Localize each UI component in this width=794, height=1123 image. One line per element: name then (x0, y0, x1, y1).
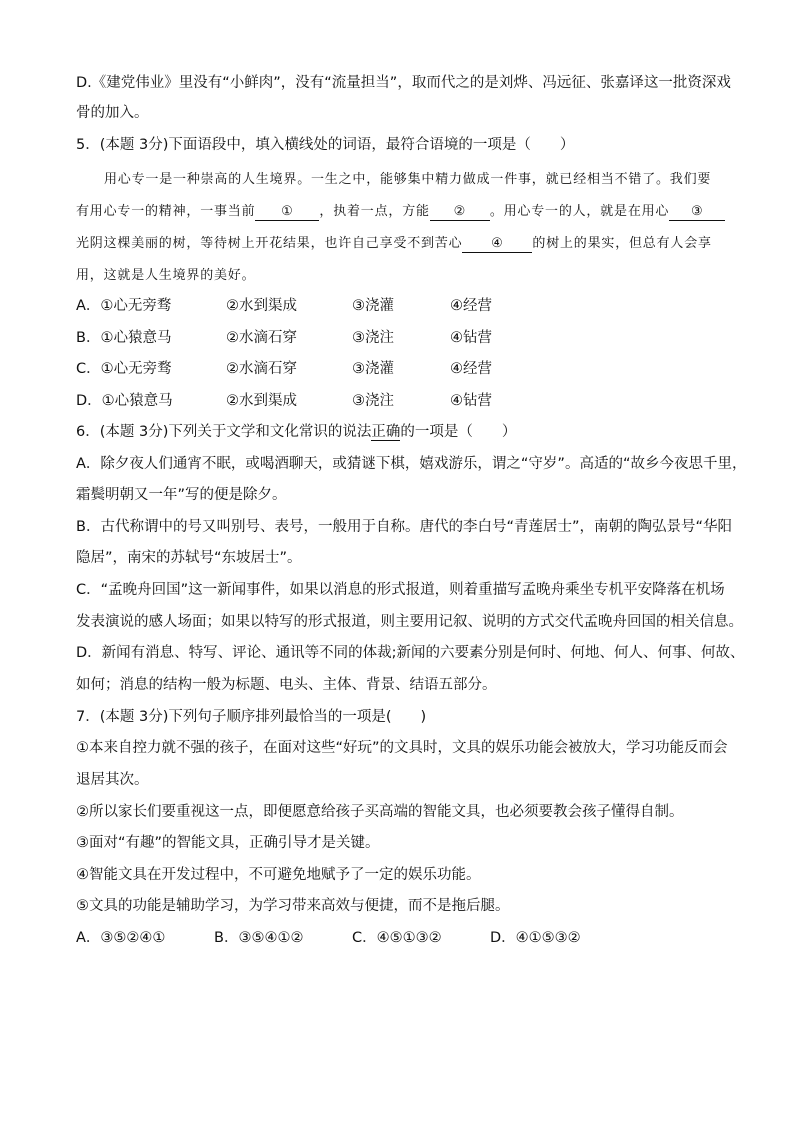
q5-passage-line4: 用，这就是人生境界的美好。 (76, 268, 256, 283)
q7-stem: 7．(本题 3分)下列句子顺序排列最恰当的一项是( ) (76, 709, 427, 725)
q7-sentence-5: ⑤文具的功能是辅助学习，为学习带来高效与便捷，而不是拖后腿。 (76, 898, 510, 914)
q7-sentence-1-line1: ①本来自控力就不强的孩子，在面对这些“好玩”的文具时，文具的娱乐功能会被放大，学习功能反而会 (76, 740, 728, 756)
emphasis-correct: 正确 (371, 424, 401, 440)
q6-stem: 6．(本题 3分)下列关于文学和文化常识的说法正确的一项是（ ） (76, 424, 517, 440)
q6-option-c-line2: 发表演说的感人场面；如果以特写的形式报道，则主要用记叙、说明的方式交代孟晚舟回国的相关信息。 (76, 614, 743, 630)
passage-text: 的树上的果实，但总有人会享 (532, 236, 712, 251)
q5-passage-line2 (76, 202, 725, 222)
q7-sentence-3: ③面对“有趣”的智能文具，正确引导才是关键。 (76, 835, 380, 851)
q6-option-d-line1: D．新闻有消息、特写、评论、通讯等不同的体裁;新闻的六要素分别是何时、何地、何人、何事、何故、 (76, 645, 745, 661)
q7-sentence-2: ②所以家长们要重视这一点，即便愿意给孩子买高端的智能文具，也必须要教会孩子懂得自制。 (76, 804, 684, 820)
q6-option-b-line2: 隐居”，南宋的苏轼号“东坡居士”。 (76, 550, 302, 566)
q5-passage-line3 (76, 234, 712, 254)
q5-option-b: B．①心猿意马 ②水滴石穿 ③浇注 ④钻营 (76, 330, 492, 346)
blank-4: ④ (462, 236, 532, 253)
q7-option-d: D．④①⑤③② (490, 930, 581, 946)
q4-option-d-line2: 骨的加入。 (76, 105, 149, 121)
q6-option-a-line2: 霜鬓明朝又一年”写的便是除夕。 (76, 487, 287, 503)
passage-text: 。用心专一的人，就是在用心 (489, 204, 670, 219)
q7-sentence-1-line2: 退居其次。 (76, 772, 149, 788)
q5-stem: 5．(本题 3分)下面语段中，填入横线处的词语，最符合语境的一项是（ ） (76, 137, 575, 153)
blank-2: ② (430, 204, 490, 221)
q7-sentence-4: ④智能文具在开发过程中，不可避免地赋予了一定的娱乐功能。 (76, 867, 481, 883)
q5-option-a: A．①心无旁骛 ②水到渠成 ③浇灌 ④经营 (76, 298, 492, 314)
q6-option-a-line1: A．除夕夜人们通宵不眠，或喝酒聊天，或猜谜下棋，嬉戏游乐，谓之“守岁”。高适的“故乡今夜思千里， (76, 456, 747, 472)
passage-text: 有用心专一的精神，一事当前 (76, 204, 256, 219)
blank-3: ③ (669, 204, 725, 221)
q6-option-d-line2: 如何；消息的结构一般为标题、电头、主体、背景、结语五部分。 (76, 677, 497, 693)
q4-option-d-line1: D.《建党伟业》里没有“小鲜肉”，没有“流量担当”，取而代之的是刘烨、冯远征、张嘉译这一批资深戏 (76, 75, 731, 91)
q6-option-c-line1: C．“孟晚舟回国”这一新闻事件，如果以消息的形式报道，则着重描写孟晚舟乘坐专机平安降落在机场 (76, 582, 725, 598)
q7-options (76, 928, 581, 948)
q6-option-b-line1: B．古代称谓中的号又叫别号、表号，一般用于自称。唐代的李白号“青莲居士”，南朝的陶弘景号“华阳 (76, 519, 732, 535)
q5-option-d: D．①心猿意马 ②水到渠成 ③浇注 ④钻营 (76, 393, 492, 409)
q5-passage-line1: 用心专一是一种崇高的人生境界。一生之中，能够集中精力做成一件事，就已经相当不错了。我们要 (104, 172, 712, 187)
q7-option-a: A．③⑤②④① (76, 930, 166, 946)
passage-text: 光阴这棵美丽的树，等待树上开花结果，也许自己享受不到苦心 (76, 236, 463, 251)
blank-1: ① (255, 204, 319, 221)
q7-option-b: B．③⑤④①② (214, 930, 304, 946)
passage-text: ，执着一点，方能 (319, 204, 430, 219)
q5-option-c: C．①心无旁骛 ②水滴石穿 ③浇灌 ④经营 (76, 361, 492, 377)
q7-option-c: C．④⑤①③② (352, 930, 442, 946)
